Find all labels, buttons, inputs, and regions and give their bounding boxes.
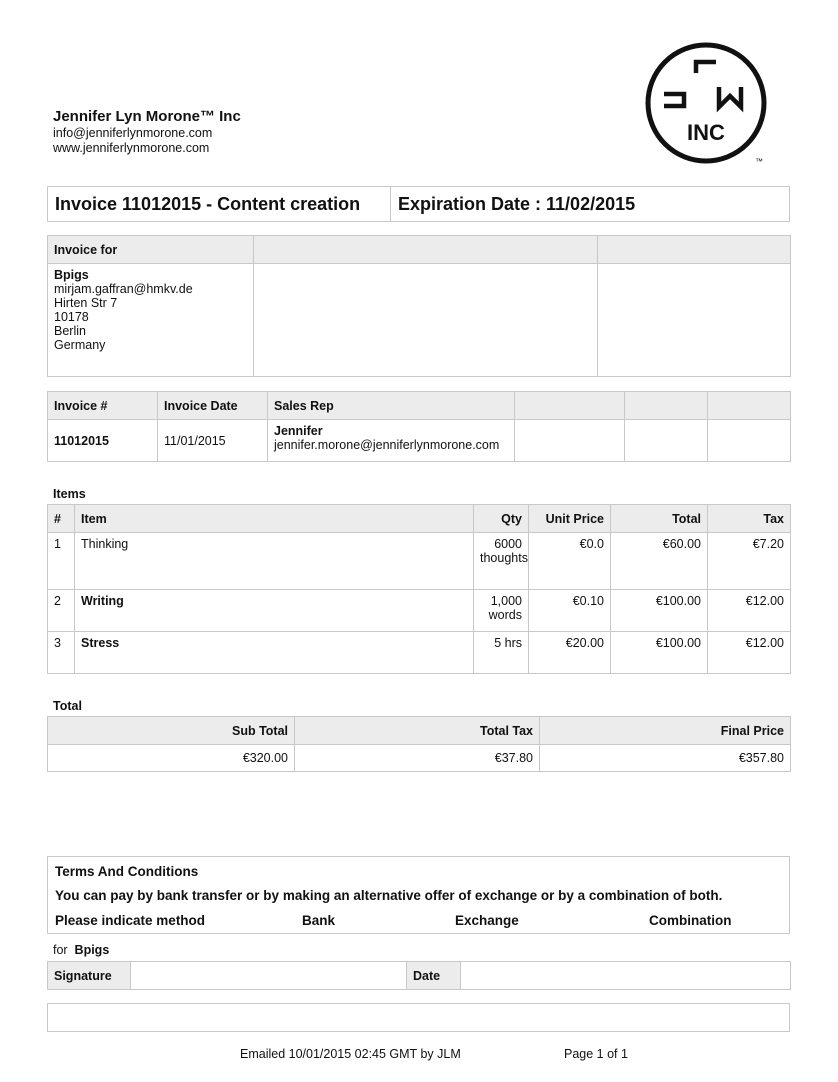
- signature-field[interactable]: [131, 962, 407, 990]
- item-unit-price: €0.0: [529, 533, 611, 590]
- for-line: [53, 943, 109, 957]
- item-tax: €12.00: [708, 632, 791, 674]
- final-price-value: €357.80: [540, 745, 791, 772]
- items-label: Items: [53, 487, 86, 501]
- item-tax: €12.00: [708, 590, 791, 632]
- sales-rep: [268, 420, 515, 462]
- col-qty: Qty: [474, 505, 529, 533]
- col-unit-price: Unit Price: [529, 505, 611, 533]
- header-invoice-number: Invoice #: [48, 392, 158, 420]
- client-street: Hirten Str 7: [54, 296, 118, 310]
- billing-header: Invoice for: [48, 236, 254, 264]
- sub-total-value: €320.00: [48, 745, 295, 772]
- client-zip: 10178: [54, 310, 89, 324]
- terms-indicate: Please indicate method: [55, 913, 206, 928]
- invoice-title: Invoice 11012015 - Content creation: [48, 187, 391, 221]
- signature-table: [47, 961, 791, 990]
- footer-page: Page 1 of 1: [564, 1047, 628, 1061]
- billing-address: [48, 264, 254, 377]
- blank-box: [47, 1003, 790, 1032]
- header-sales-rep: Sales Rep: [268, 392, 515, 420]
- item-tax: €7.20: [708, 533, 791, 590]
- item-name: Stress: [75, 632, 474, 674]
- totals-table: [47, 716, 791, 772]
- table-row: [48, 632, 791, 674]
- billing-table: [47, 235, 791, 377]
- col-final-price: Final Price: [540, 717, 791, 745]
- col-item: Item: [75, 505, 474, 533]
- svg-text:INC: INC: [687, 120, 725, 145]
- option-exchange[interactable]: Exchange: [455, 913, 519, 928]
- option-combination[interactable]: Combination: [649, 913, 732, 928]
- client-country: Germany: [54, 338, 106, 352]
- svg-text:™: ™: [755, 157, 763, 166]
- client-name: Bpigs: [54, 268, 89, 282]
- company-logo: [641, 40, 771, 170]
- item-qty: [474, 632, 529, 674]
- item-unit-price: €20.00: [529, 632, 611, 674]
- col-total-tax: Total Tax: [295, 717, 540, 745]
- item-unit-price: €0.10: [529, 590, 611, 632]
- col-sub-total: Sub Total: [48, 717, 295, 745]
- total-tax-value: €37.80: [295, 745, 540, 772]
- item-num: 3: [48, 632, 75, 674]
- invoice-number: 11012015: [48, 420, 158, 462]
- invoice-title-box: [47, 186, 790, 222]
- terms-text: You can pay by bank transfer or by making an alternative offer of exchange or by a combination of both.: [55, 888, 723, 903]
- for-prefix: for: [53, 943, 68, 957]
- total-label: Total: [53, 699, 82, 713]
- table-row: [48, 533, 791, 590]
- option-bank[interactable]: Bank: [302, 913, 336, 928]
- date-label: Date: [407, 962, 461, 990]
- client-city: Berlin: [54, 324, 86, 338]
- company-website: www.jenniferlynmorone.com: [53, 141, 210, 155]
- item-qty-value: 5 hrs: [494, 636, 522, 650]
- client-email: mirjam.gaffran@hmkv.de: [54, 282, 193, 296]
- company-email: info@jenniferlynmorone.com: [53, 126, 213, 140]
- item-qty-unit: words: [488, 608, 522, 622]
- signature-label: Signature: [48, 962, 131, 990]
- item-total: €60.00: [611, 533, 708, 590]
- item-total: €100.00: [611, 632, 708, 674]
- footer-emailed: Emailed 10/01/2015 02:45 GMT by JLM: [240, 1047, 461, 1061]
- for-client-name: Bpigs: [74, 943, 110, 957]
- item-qty: [474, 590, 529, 632]
- sales-rep-email: jennifer.morone@jenniferlynmorone.com: [274, 438, 500, 452]
- sales-rep-name: Jennifer: [274, 424, 323, 438]
- item-qty: [474, 533, 529, 590]
- col-num: #: [48, 505, 75, 533]
- col-tax: Tax: [708, 505, 791, 533]
- item-num: 2: [48, 590, 75, 632]
- item-qty-value: 6000: [494, 537, 522, 551]
- items-table: [47, 504, 791, 674]
- header-invoice-date: Invoice Date: [158, 392, 268, 420]
- terms-title: Terms And Conditions: [55, 864, 199, 879]
- item-name: Writing: [75, 590, 474, 632]
- item-num: 1: [48, 533, 75, 590]
- item-total: €100.00: [611, 590, 708, 632]
- company-name: Jennifer Lyn Morone™ Inc: [53, 108, 241, 125]
- col-total: Total: [611, 505, 708, 533]
- invoice-meta-table: [47, 391, 791, 462]
- item-name: Thinking: [75, 533, 474, 590]
- table-row: [48, 590, 791, 632]
- item-qty-value: 1,000: [490, 594, 522, 608]
- item-qty-unit: thoughts: [480, 551, 528, 565]
- expiration-date: Expiration Date : 11/02/2015: [398, 193, 636, 214]
- invoice-date: 11/01/2015: [158, 420, 268, 462]
- date-field[interactable]: [461, 962, 791, 990]
